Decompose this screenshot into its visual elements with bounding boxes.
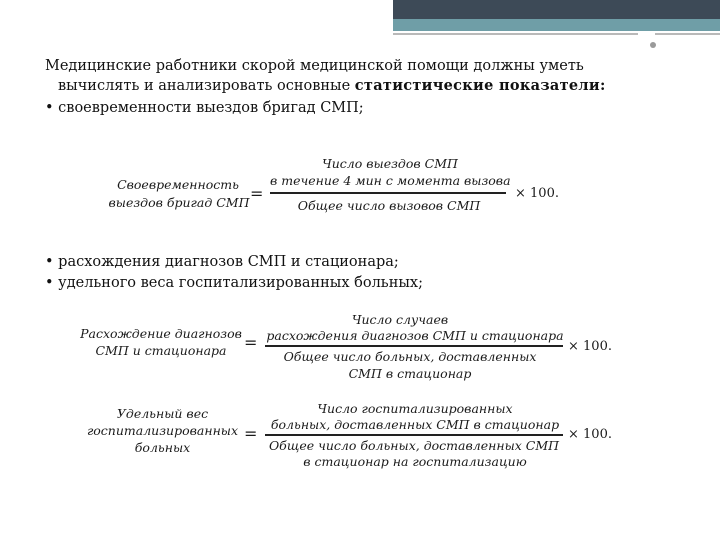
intro-line-1: Медицинские работники скорой медицинской помощи должны уметь bbox=[45, 58, 584, 74]
formula2-lhs-line1: Расхождение диагнозов bbox=[80, 326, 242, 341]
bullet-timeliness: • своевременности выездов бригад СМП; bbox=[45, 100, 364, 116]
formula3-numerator-line2: больных, доставленных СМП в стационар bbox=[270, 417, 560, 432]
header-teal-band bbox=[393, 19, 720, 31]
formula3-denominator-line2: в стационар на госпитализацию bbox=[303, 454, 527, 469]
formula2-fraction-bar bbox=[265, 345, 563, 347]
formula2-numerator-line2: расхождения диагнозов СМП и стационара bbox=[266, 328, 564, 343]
formula3-lhs-line1: Удельный вес bbox=[116, 406, 209, 421]
formula2-denominator-line2: СМП в стационар bbox=[348, 366, 472, 381]
formula1-equals: = bbox=[250, 184, 264, 203]
header-dot bbox=[650, 42, 656, 48]
formula2-numerator-line1: Число случаев bbox=[351, 312, 449, 327]
bullet-hospitalized-share: • удельного веса госпитализированных больных; bbox=[45, 275, 423, 291]
formula3-fraction-bar bbox=[265, 434, 563, 436]
formula1-numerator-line2: в течение 4 мин с момента вызова bbox=[270, 173, 511, 188]
formula3-multiplier: × 100. bbox=[568, 427, 612, 442]
formula1-lhs-line2: выездов бригад СМП bbox=[108, 195, 250, 210]
header-dark-band bbox=[393, 0, 720, 19]
formula1-fraction-bar bbox=[270, 192, 506, 194]
intro-line-2-bold: статистические показатели: bbox=[354, 77, 606, 94]
header-rule-right bbox=[655, 33, 720, 35]
formula3-numerator-line1: Число госпитализированных bbox=[317, 401, 513, 416]
intro-line-2-text: вычислять и анализировать основные bbox=[58, 78, 355, 94]
formula3-lhs-line3: больных bbox=[134, 440, 191, 455]
header-rule-left bbox=[393, 33, 638, 35]
formula3-denominator-line1: Общее число больных, доставленных СМП bbox=[268, 438, 560, 453]
formula1-numerator-line1: Число выездов СМП bbox=[322, 156, 458, 171]
formula2-denominator-line1: Общее число больных, доставленных bbox=[283, 349, 537, 364]
intro-line-2 bbox=[58, 76, 606, 96]
bullet-diagnosis-discrepancy: • расхождения диагнозов СМП и стационара; bbox=[45, 254, 399, 270]
formula3-lhs-line2: госпитализированных bbox=[86, 423, 239, 438]
slide-header-decoration bbox=[0, 0, 720, 50]
formula3-equals: = bbox=[244, 424, 258, 443]
header-white-block bbox=[0, 0, 393, 50]
formula1-multiplier: × 100. bbox=[515, 186, 559, 201]
formula2-equals: = bbox=[244, 333, 258, 352]
formula2-multiplier: × 100. bbox=[568, 339, 612, 354]
formula1-denominator: Общее число вызовов СМП bbox=[297, 198, 481, 213]
formula1-lhs-line1: Своевременность bbox=[117, 177, 239, 192]
formula2-lhs-line2: СМП и стационара bbox=[95, 343, 227, 358]
